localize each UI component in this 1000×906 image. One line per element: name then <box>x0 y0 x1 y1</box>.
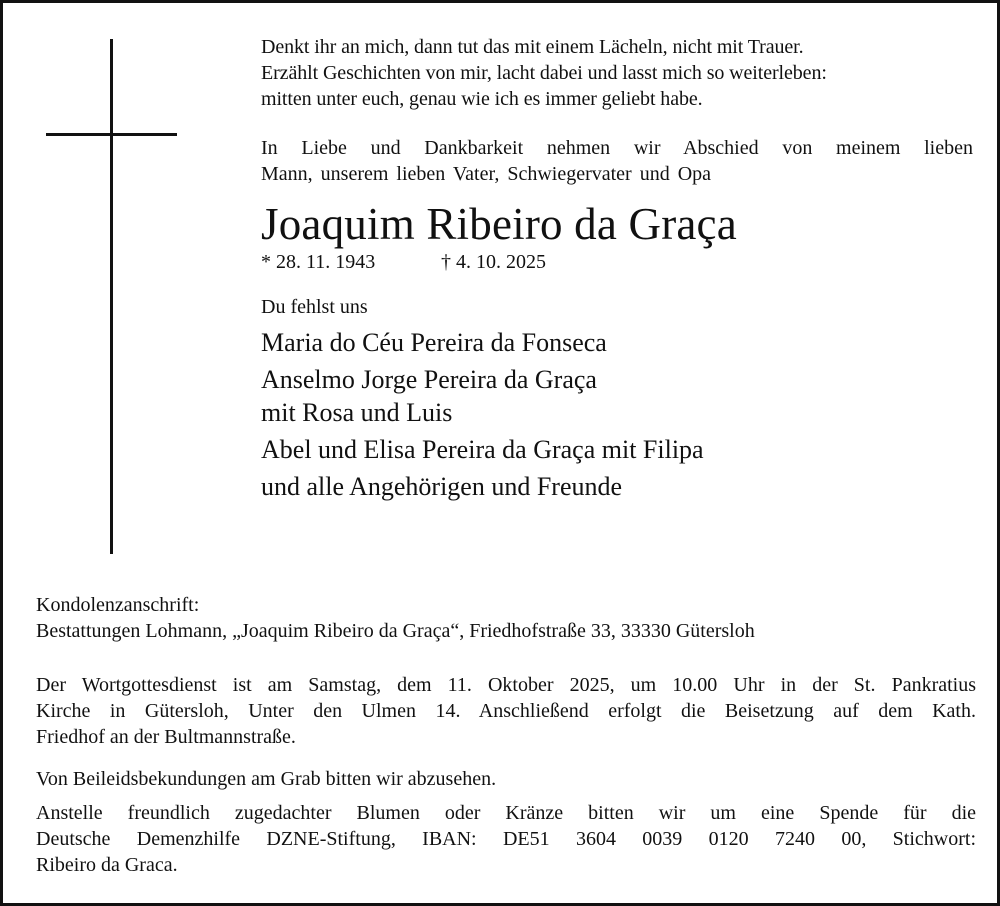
mourner-entry <box>261 326 973 359</box>
death-date: † 4. 10. 2025 <box>441 251 546 273</box>
service-info <box>36 672 976 750</box>
cross-icon <box>110 39 113 554</box>
intro-line: In Liebe und Dankbarkeit nehmen wir Abschied von meinem lieben <box>261 137 973 159</box>
missing-line: Du fehlst uns <box>261 296 368 318</box>
condolence-address: Bestattungen Lohmann, „Joaquim Ribeiro da Graça“, Friedhofstraße 33, 33330 Gütersloh <box>36 620 755 642</box>
donation-request <box>36 800 976 878</box>
mourner-line: mit Rosa und Luis <box>261 398 453 427</box>
mourner-line: Abel und Elisa Pereira da Graça mit Filipa <box>261 435 704 464</box>
mourner-entry <box>261 363 973 429</box>
service-line: Der Wortgottesdienst ist am Samstag, dem 11. Oktober 2025, um 10.00 Uhr in der St. Pankratius <box>36 674 976 696</box>
mourner-entry <box>261 433 973 466</box>
mourner-entry <box>261 470 973 503</box>
condolence-label: Kondolenzanschrift: <box>36 594 200 616</box>
verse-line: mitten unter euch, genau wie ich es immer geliebt habe. <box>261 88 703 110</box>
condolence-address-block <box>36 592 976 644</box>
service-line: Friedhof an der Bultmannstraße. <box>36 726 296 748</box>
service-line: Kirche in Gütersloh, Unter den Ulmen 14. Anschließend erfolgt die Beisetzung auf dem Kath. <box>36 700 976 722</box>
mourner-line: Maria do Céu Pereira da Fonseca <box>261 328 607 357</box>
mourner-line: und alle Angehörigen und Freunde <box>261 472 623 501</box>
verse-line: Denkt ihr an mich, dann tut das mit einem Lächeln, nicht mit Trauer. <box>261 36 804 58</box>
life-dates <box>261 250 973 274</box>
notice-main-column <box>261 34 973 503</box>
birth-date: * 28. 11. 1943 <box>261 251 376 273</box>
mourner-line: Anselmo Jorge Pereira da Graça <box>261 365 597 394</box>
no-condolences-at-grave: Von Beileidsbekundungen am Grab bitten wir abzusehen. <box>36 768 497 790</box>
donation-line: Ribeiro da Graca. <box>36 854 178 876</box>
cross-icon-crossbar <box>46 133 177 136</box>
donation-line: Deutsche Demenzhilfe DZNE-Stiftung, IBAN: DE51 3604 0039 0120 7240 00, Stichwort: <box>36 828 976 850</box>
verse-line: Erzählt Geschichten von mir, lacht dabei und lasst mich so weiterleben: <box>261 62 827 84</box>
farewell-intro <box>261 135 973 187</box>
deceased-name: Joaquim Ribeiro da Graça <box>261 199 737 249</box>
memorial-verse <box>261 34 973 112</box>
intro-line: Mann, unserem lieben Vater, Schwiegervater und Opa <box>261 163 712 185</box>
donation-line: Anstelle freundlich zugedachter Blumen oder Kränze bitten wir um eine Spende für die <box>36 802 976 824</box>
